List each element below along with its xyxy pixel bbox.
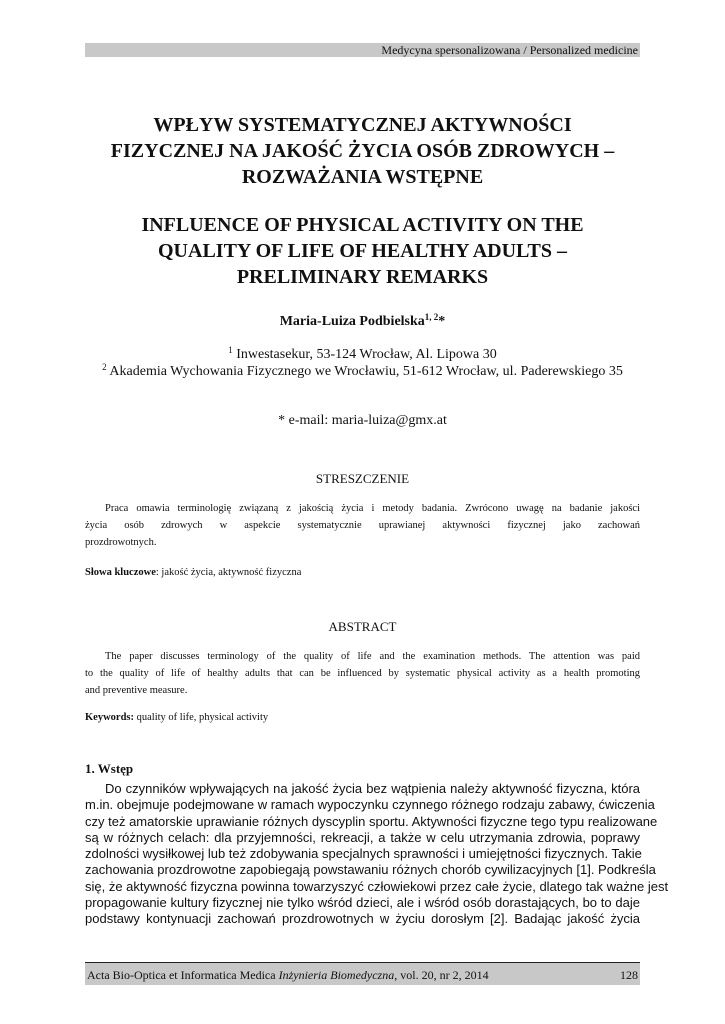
abstract-line: The paper discusses terminology of the quality of life and the examination methods. The attention was paid [105, 651, 640, 662]
footer-volume: , vol. 20, nr 2, 2014 [394, 968, 489, 982]
title-english-line: PRELIMINARY REMARKS [236, 266, 489, 288]
section-title: 1. Wstęp [85, 761, 134, 776]
body-line: czy też amatorskie uprawianie różnych dyscyplin sportu. Aktywności fizyczne tego typu realizowane [85, 813, 658, 829]
streszczenie-text [85, 500, 640, 551]
keywords-polish [85, 567, 301, 578]
title-polish-line: FIZYCZNEJ NA JAKOŚĆ ŻYCIA OSÓB ZDROWYCH – [110, 140, 615, 162]
title-english [85, 212, 640, 290]
page-number: 128 [620, 968, 638, 982]
title-polish-line: ROZWAŻANIA WSTĘPNE [241, 166, 484, 188]
author-name: Maria-Luiza Podbielska [279, 314, 425, 329]
streszczenie-line: Praca omawia terminologię związaną z jakością życia i metody badania. Zwrócono uwagę na badanie jakości [105, 503, 640, 514]
title-polish [85, 112, 640, 190]
running-title: Medycyna spersonalizowana / Personalized medicine [381, 43, 638, 57]
affiliation-text: Akademia Wychowania Fizycznego we Wrocławiu, 51-612 Wrocław, ul. Paderewskiego 35 [109, 364, 623, 379]
abstract-text [85, 648, 640, 699]
body-line: propagowanie kultury fizycznej nie tylko wśród dzieci, ale i wśród osób dorastających, bo to daje [85, 895, 640, 911]
author-email: * e-mail: maria-luiza@gmx.at [278, 413, 447, 428]
body-line: zdolności wysiłkowej lub też zdobywania specjalnych sprawności i umiejętności fizycznych. Takie [85, 846, 642, 862]
keywords-polish-values: : jakość życia, aktywność fizyczna [155, 567, 302, 578]
affiliation [85, 345, 640, 363]
body-line: zachowania prozdrowotne zapobiegają powstawaniu różnych chorób cywilizacyjnych [1]. Podkreśla [85, 862, 656, 878]
author-affiliation-marks: 1, 2 [424, 312, 439, 322]
body-line: m.in. obejmuje podejmowane w ramach wypoczynku czynnego różnego rodzaju zabawy, ćwiczenia [85, 797, 655, 813]
affiliation [85, 362, 640, 380]
footer-journal [87, 965, 489, 985]
running-header [85, 43, 640, 57]
keywords-english [85, 712, 268, 723]
keywords-polish-label: Słowa kluczowe [85, 567, 156, 578]
title-english-line: QUALITY OF LIFE OF HEALTHY ADULTS – [158, 240, 567, 262]
body-line: są w różnych celach: dla przyjemności, rekreacji, a także w celu utrzymania zdrowia, poprawy [85, 829, 640, 845]
body-line: się, że aktywność fizyczna powinna towarzyszyć człowiekowi przez całe życie, dlatego tak ważne jest [85, 878, 669, 894]
section-body [85, 781, 669, 928]
title-polish-line: WPŁYW SYSTEMATYCZNEJ AKTYWNOŚCI [153, 114, 572, 136]
streszczenie-line: prozdrowotnych. [85, 537, 157, 548]
page-footer [85, 962, 640, 985]
abstract-line: to the quality of life of healthy adults that can be influenced by systematic physical activity as a health promoting [85, 668, 640, 679]
body-line: Do czynników wpływających na jakość życia bez wątpienia należy aktywność fizyczna, która [105, 781, 640, 796]
footer-journal-subtitle: Inżynieria Biomedyczna [278, 968, 395, 982]
keywords-english-label: Keywords: [85, 712, 134, 723]
affiliation-number: 1 [228, 345, 233, 355]
author [85, 312, 640, 330]
body-line: podstawy kontynuacji zachowań prozdrowotnych w życiu dorosłym [2]. Badając jakość życia [85, 911, 640, 927]
streszczenie-heading: STRESZCZENIE [315, 471, 410, 486]
affiliation-number: 2 [102, 362, 107, 372]
affiliation-text: Inwestasekur, 53-124 Wrocław, Al. Lipowa 30 [236, 347, 497, 362]
title-english-line: INFLUENCE OF PHYSICAL ACTIVITY ON THE [141, 214, 584, 236]
keywords-english-values: quality of life, physical activity [134, 712, 269, 723]
abstract-heading: ABSTRACT [328, 619, 397, 634]
author-corresponding-mark: * [438, 314, 446, 329]
streszczenie-line: życia osób zdrowych w aspekcie systematycznie uprawianej aktywności fizycznej jako zachowań [85, 520, 640, 531]
footer-journal-name: Acta Bio-Optica et Informatica Medica [87, 968, 279, 982]
abstract-line: and preventive measure. [85, 685, 188, 696]
